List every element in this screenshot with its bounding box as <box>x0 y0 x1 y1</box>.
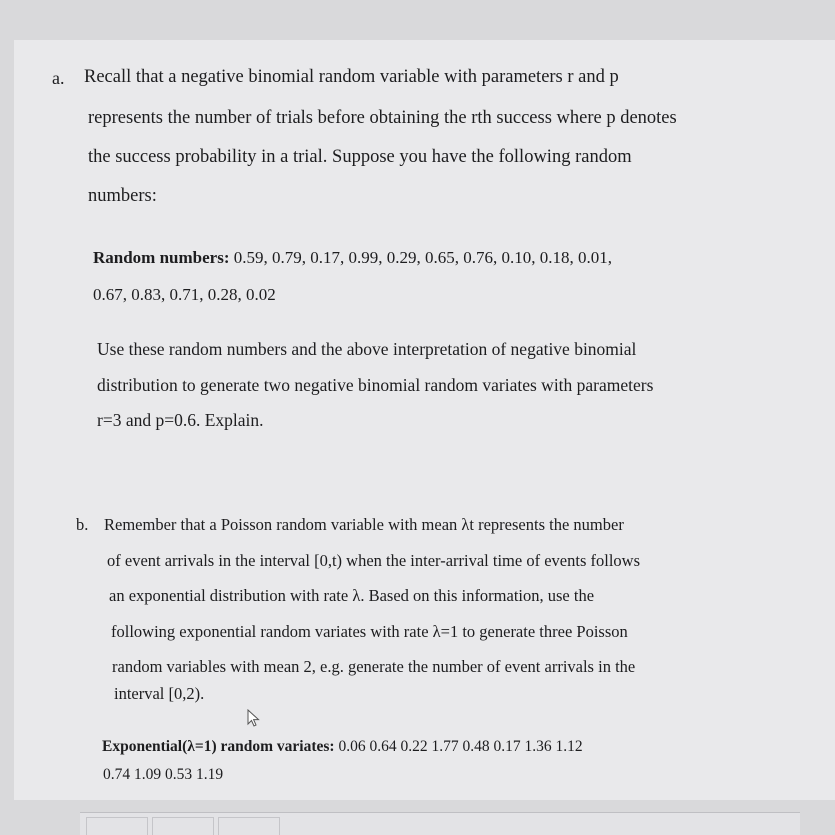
part-b-line-6: interval [0,2). <box>114 684 205 703</box>
toolbar-tab-3[interactable] <box>218 817 280 835</box>
toolbar-tab-2[interactable] <box>152 817 214 835</box>
random-numbers-values-1: 0.59, 0.79, 0.17, 0.99, 0.29, 0.65, 0.76, 0.10, 0.18, 0.01, <box>233 248 612 267</box>
part-a-line-3: the success probability in a trial. Suppose you have the following random <box>88 147 632 167</box>
toolbar-tab-1[interactable] <box>86 817 148 835</box>
part-b-line-2: of event arrivals in the interval [0,t) when the inter-arrival time of events follows <box>107 551 640 570</box>
part-a-marker: a. <box>52 68 65 88</box>
part-a-line-1: Recall that a negative binomial random variable with parameters r and p <box>84 67 619 87</box>
use-line-2: distribution to generate two negative binomial random variates with parameters <box>97 375 654 395</box>
bottom-toolbar <box>80 812 800 835</box>
random-numbers-values-2: 0.67, 0.83, 0.71, 0.28, 0.02 <box>93 285 276 304</box>
part-b-line-4: following exponential random variates with rate λ=1 to generate three Poisson <box>111 622 628 641</box>
exp-variates-values-1: 0.06 0.64 0.22 1.77 0.48 0.17 1.36 1.12 <box>338 738 583 755</box>
exp-variates-line-1 <box>102 738 583 756</box>
part-b-marker: b. <box>76 515 89 534</box>
part-a-line-2: represents the number of trials before obtaining the rth success where p denotes <box>88 108 677 128</box>
exp-variates-label: Exponential(λ=1) random variates: <box>102 738 335 755</box>
random-numbers-label: Random numbers: <box>93 248 230 267</box>
random-numbers-line-1 <box>93 248 612 268</box>
use-line-1: Use these random numbers and the above interpretation of negative binomial <box>97 339 637 359</box>
exp-variates-values-2: 0.74 1.09 0.53 1.19 <box>103 766 224 783</box>
part-a-line-4: numbers: <box>88 186 157 206</box>
use-line-3: r=3 and p=0.6. Explain. <box>97 410 264 430</box>
part-b-line-1: Remember that a Poisson random variable with mean λt represents the number <box>104 515 624 534</box>
part-b-line-3: an exponential distribution with rate λ. Based on this information, use the <box>109 586 595 605</box>
part-b-line-5: random variables with mean 2, e.g. generate the number of event arrivals in the <box>112 657 636 676</box>
mouse-pointer-icon <box>247 709 261 727</box>
